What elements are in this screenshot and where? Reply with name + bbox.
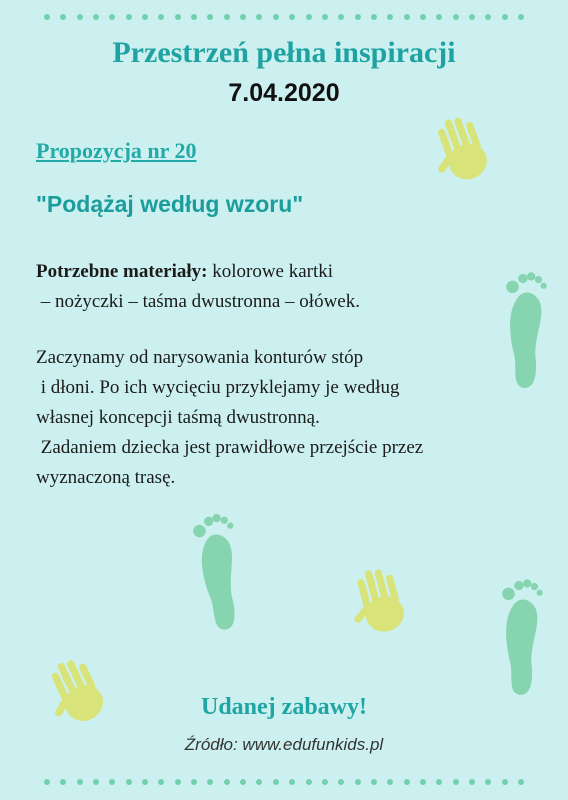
divider-dot [485,779,491,785]
hand-print-icon [34,650,122,730]
divider-dot [338,14,344,20]
materials-line-1: kolorowe kartki [207,261,334,282]
farewell-text: Udanej zabawy! [201,694,367,720]
divider-dot [306,779,312,785]
divider-dot [60,14,66,20]
divider-dot [338,779,344,785]
materials-label: Potrzebne materiały: [36,261,208,282]
divider-dot [224,14,230,20]
description-line: Zadaniem dziecka jest prawidłowe przejście przez [36,437,424,458]
divider-dot [44,14,50,20]
divider-dot [240,14,246,20]
divider-dot [387,779,393,785]
divider-dot [355,14,361,20]
divider-dot [371,779,377,785]
source-credit: Źródło: www.edufunkids.pl [184,735,384,754]
activity-title: "Podążaj według wzoru" [36,191,304,217]
divider-dot [306,14,312,20]
footprint-icon [190,510,248,635]
divider-dot [436,779,442,785]
divider-dot [322,779,328,785]
divider-dot [191,779,197,785]
divider-dot [404,779,410,785]
date-label: 7.04.2020 [228,79,340,107]
divider-dot [469,779,475,785]
description-line: własnej koncepcji taśmą dwustronną. [36,407,320,428]
divider-dot [93,14,99,20]
materials-line-2: – nożyczki – taśma dwustronna – ołówek. [36,291,360,312]
description-line: i dłoni. Po ich wycięciu przyklejamy je według [36,377,400,398]
divider-dot [387,14,393,20]
divider-dot [518,14,524,20]
divider-dot [256,14,262,20]
divider-dot [273,14,279,20]
divider-dot [44,779,50,785]
divider-dot [191,14,197,20]
divider-dot [77,14,83,20]
page-title: Przestrzeń pełna inspiracji [112,36,456,69]
description-line: Zaczynamy od narysowania konturów stóp [36,347,364,368]
materials-section [36,257,496,317]
divider-dot [158,14,164,20]
footprint-icon [496,575,548,700]
divider-dot [77,779,83,785]
description-paragraph [36,343,516,493]
divider-dot [420,14,426,20]
divider-dot [485,14,491,20]
footprint-icon [500,268,552,393]
divider-dot [93,779,99,785]
divider-dot [502,779,508,785]
divider-dot [518,779,524,785]
dotted-divider-bottom [44,779,524,785]
divider-dot [142,779,148,785]
hand-print-icon [336,560,426,640]
divider-dot [109,14,115,20]
divider-dot [256,779,262,785]
divider-dot [126,14,132,20]
hand-print-icon [418,108,508,188]
divider-dot [355,779,361,785]
divider-dot [224,779,230,785]
divider-dot [453,14,459,20]
divider-dot [175,14,181,20]
divider-dot [420,779,426,785]
divider-dot [502,14,508,20]
dotted-divider-top [44,14,524,20]
divider-dot [273,779,279,785]
divider-dot [322,14,328,20]
divider-dot [240,779,246,785]
divider-dot [453,779,459,785]
divider-dot [207,779,213,785]
divider-dot [207,14,213,20]
divider-dot [404,14,410,20]
divider-dot [109,779,115,785]
divider-dot [371,14,377,20]
divider-dot [126,779,132,785]
proposal-number: Propozycja nr 20 [36,138,197,163]
divider-dot [469,14,475,20]
divider-dot [289,779,295,785]
description-line: wyznaczoną trasę. [36,467,176,488]
divider-dot [142,14,148,20]
divider-dot [60,779,66,785]
divider-dot [436,14,442,20]
divider-dot [289,14,295,20]
divider-dot [158,779,164,785]
divider-dot [175,779,181,785]
